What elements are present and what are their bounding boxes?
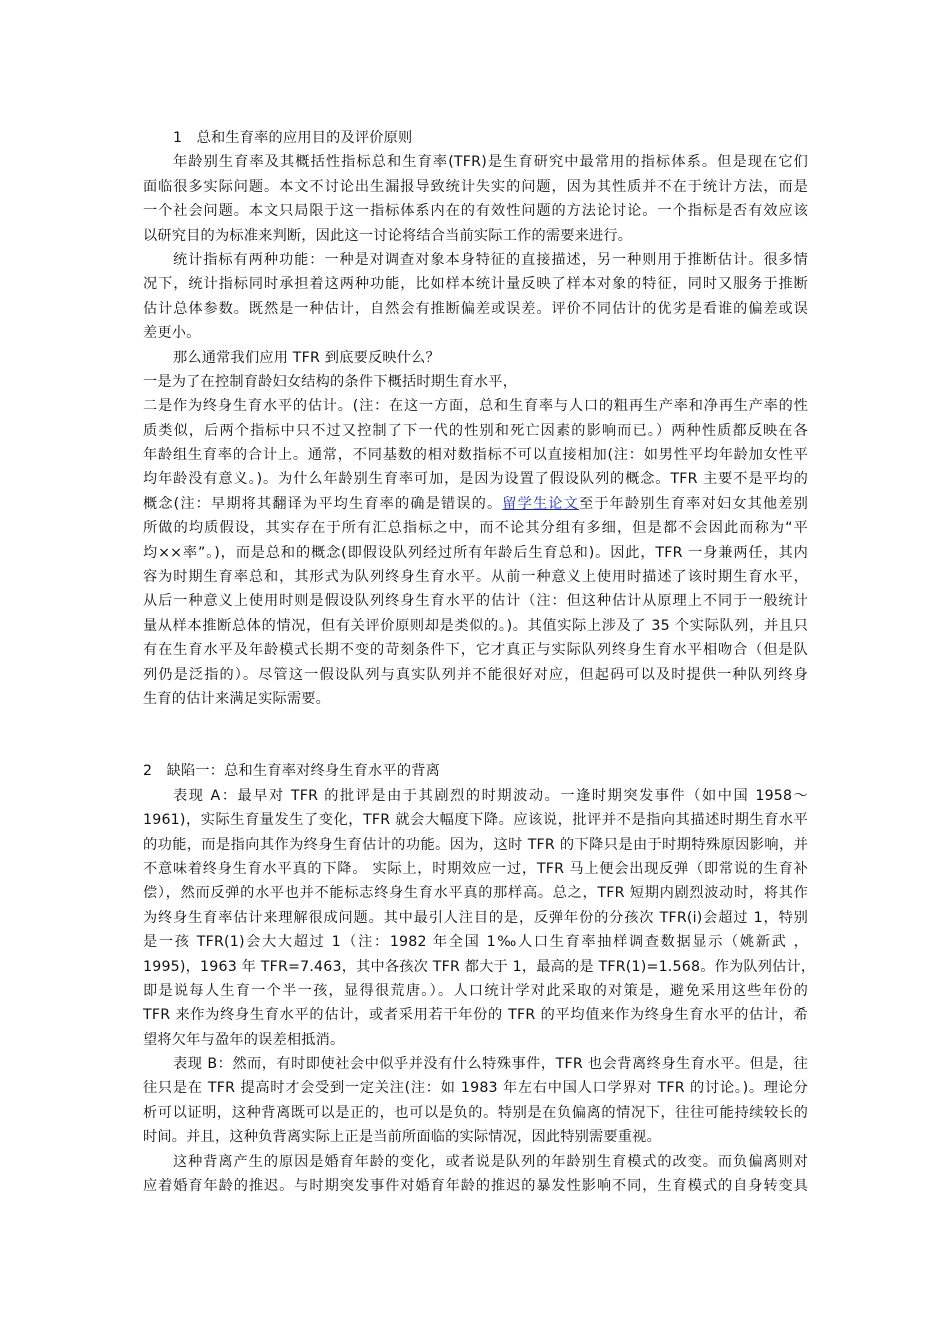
text-line: 容为时期生育率总和，其形式为队列终身生育水平。从前一种意义上使用时描述了该时期生育水平，: [143, 569, 808, 586]
text-line: 质类似，后两个指标中只不过又控制了下一代的性别和死亡因素的影响而已。）两种性质都反映在各: [143, 422, 808, 439]
text-line: 应着婚育年龄的推迟。与时期突发事件对婚育年龄的推迟的暴发性影响不同，生育模式的自身转变具: [143, 1178, 808, 1195]
section-1-paragraph-3: 那么通常我们应用 TFR 到底要反映什么？: [173, 349, 440, 366]
text-line: 均年龄没有意义。)。为什么年龄别生育率可加，是因为设置了假设队列的概念。TFR 主要不是平均的: [143, 471, 808, 488]
text-line: 即是说每人生育一个半一孩，显得很荒唐。）。人口统计学对此采取的对策是，避免采用这些年份的: [143, 982, 808, 999]
text-line: 是一孩 TFR(1)会大大超过 1（注：1982 年全国 1‰人口生育率抽样调查数据显示（姚新武 ，: [143, 934, 808, 951]
text-line: 析可以证明，这种背离既可以是正的，也可以是负的。特别是在负偏离的情况下，往往可能持续较长的: [143, 1104, 808, 1121]
text-line: 望将欠年与盈年的误差相抵消。: [143, 1031, 345, 1048]
text-line: 偿），然而反弹的水平也并不能标志终身生育水平真的那样高。总之，TFR 短期内剧烈波动时，将其作: [143, 885, 808, 902]
text-line: 1995)，1963 年 TFR=7.463，其中各孩次 TFR 都大于 1，最高的是 TFR(1)=1.568。作为队列估计，: [143, 958, 816, 975]
text-line: 这种背离产生的原因是婚育年龄的变化，或者说是队列的年龄别生育模式的改变。而负偏离则对: [173, 1153, 808, 1170]
section-1-paragraph-5: [143, 394, 808, 711]
section-1-paragraph-2: [143, 248, 808, 346]
text-line: 量从样本推断总体的情况，但有关评价原则却是类似的。)。其值实际上涉及了 35 个实际队列，并且只: [143, 617, 808, 634]
text-line: 1961)，实际生育量发生了变化，TFR 就会大幅度下降。应该说，批评并不是指向其描述时期生育水平: [143, 812, 808, 829]
text-line: 均××率”。)，而是总和的概念(即假设队列经过所有年龄后生育总和)。因此，TFR 一身兼两任，其内: [143, 544, 808, 561]
text-line: 面临很多实际问题。本文不讨论出生漏报导致统计失实的问题，因为其性质并不在于统计方法，而是: [143, 178, 808, 195]
section-2-paragraph-a: [143, 784, 816, 1052]
text-segment: 至于年龄别生育率对妇女其他差别: [578, 495, 808, 512]
text-line: 往只是在 TFR 提高时才会受到一定关注(注：如 1983 年左右中国人口学界对 TFR 的讨论。)。理论分: [143, 1080, 808, 1097]
text-line: 表现 A：最早对 TFR 的批评是由于其剧烈的时期波动。一逢时期突发事件（如中国 1958～: [173, 787, 808, 804]
section-1-paragraph-1: [143, 150, 808, 248]
text-line: 生育的估计来满足实际需要。: [143, 690, 331, 707]
text-segment: 概念(注：早期将其翻译为平均生育率的确是错误的。: [143, 495, 503, 512]
text-line: 列仍是泛指的）。尽管这一假设队列与真实队列并不能很好对应，但起码可以及时提供一种队列终身: [143, 666, 808, 683]
document-body: [143, 126, 816, 1198]
text-line: 统计指标有两种功能：一种是对调查对象本身特征的直接描述，另一种则用于推断估计。很多情: [173, 251, 808, 268]
text-line: 二是作为终身生育水平的估计。(注：在这一方面，总和生育率与人口的粗再生产率和净再生产率的性: [143, 398, 808, 415]
text-line: 从后一种意义上使用时则是假设队列终身生育水平的估计（注：但这种估计从原理上不同于一般统计: [143, 593, 808, 610]
text-line: 时间。并且，这种负背离实际上正是当前所面临的实际情况，因此特别需要重视。: [143, 1129, 661, 1146]
section-gap: [143, 711, 808, 759]
section-1-heading: 1 总和生育率的应用目的及评价原则: [173, 130, 413, 146]
text-line: 表现 B：然而，有时即使社会中似乎并没有什么特殊事件，TFR 也会背离终身生育水平。但是，往: [173, 1056, 808, 1073]
text-line: 为终身生育率估计来理解很成问题。其中最引人注目的是，反弹年份的分孩次 TFR(i)会超过 1，特别: [143, 909, 808, 926]
text-line: 不意味着终身生育水平真的下降。 实际上，时期效应一过，TFR 马上便会出现反弹（即常说的生育补: [143, 860, 808, 877]
section-2-heading: 2 缺陷一：总和生育率对终身生育水平的背离: [143, 763, 440, 780]
text-line: 以研究目的为标准来判断，因此这一讨论将结合当前实际工作的需要来进行。: [143, 227, 633, 244]
text-line: 差更小。: [143, 325, 201, 342]
text-line: 年龄组生育率的合计上。通常，不同基数的相对数指标不可以直接相加(注：如男性平均年龄加女性平: [143, 447, 808, 464]
text-line-with-link: [143, 492, 808, 516]
essay-link[interactable]: 留学生论文: [502, 495, 579, 512]
text-line: 有在生育水平及年龄模式长期不变的苛刻条件下，它才真正与实际队列终身生育水平相吻合（但是队: [143, 642, 808, 659]
text-line: 的功能，而是指向其作为终身生育估计的功能。因为，这时 TFR 的下降只是由于时期特殊原因影响，并: [143, 836, 808, 853]
text-line: 一个社会问题。本文只局限于这一指标体系内在的有效性问题的方法论讨论。一个指标是否有效应该: [143, 203, 808, 220]
text-line: 况下，统计指标同时承担着这两种功能，比如样本统计量反映了样本对象的特征，同时又服务于推断: [143, 276, 808, 293]
section-1-paragraph-4: 一是为了在控制育龄妇女结构的条件下概括时期生育水平，: [143, 373, 518, 390]
text-line: 年龄别生育率及其概括性指标总和生育率(TFR)是生育研究中最常用的指标体系。但是现在它们: [173, 154, 808, 171]
text-line: 估计总体参数。既然是一种估计，自然会有推断偏差或误差。评价不同估计的优劣是看谁的偏差或误: [143, 300, 808, 317]
text-line: 所做的均质假设，其实存在于所有汇总指标之中，而不论其分组有多细，但是都不会因此而称为“平: [143, 520, 808, 537]
section-2-paragraph-b: [143, 1052, 808, 1150]
text-line: TFR 来作为终身生育水平的估计，或者采用若干年份的 TFR 的平均值来作为终身生育水平的估计，希: [143, 1007, 808, 1024]
section-2-paragraph-c: [143, 1150, 808, 1199]
